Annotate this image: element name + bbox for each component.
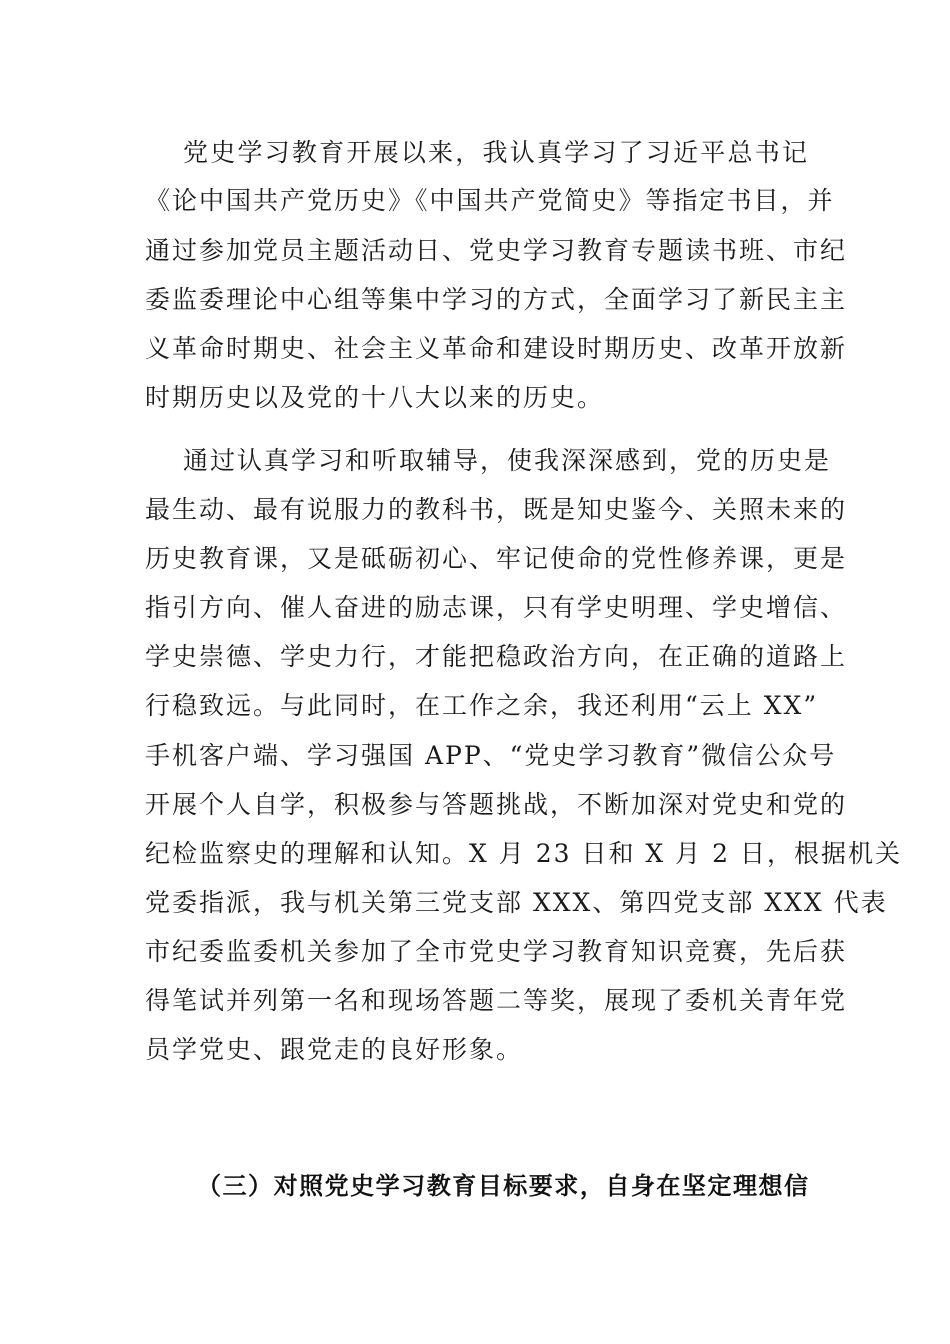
- paragraph-2-line-9: 纪检监察史的理解和认知。X 月 23 日和 X 月 2 日，根据机关: [145, 839, 902, 868]
- paragraph-1-line-4: 委监委理论中心组等集中学习的方式，全面学习了新民主主: [145, 285, 848, 314]
- paragraph-2-line-13: 员学党史、跟党走的良好形象。: [145, 1035, 524, 1064]
- paragraph-2-line-3: 历史教育课，又是砥砺初心、牢记使命的党性修养课，更是: [145, 544, 848, 573]
- paragraph-2-line-2: 最生动、最有说服力的教科书，既是知史鉴今、关照未来的: [145, 495, 848, 524]
- paragraph-1-line-2: 《论中国共产党历史》《中国共产党简史》等指定书目，并: [145, 186, 835, 215]
- paragraph-2-line-1: 通过认真学习和听取辅导，使我深深感到，党的历史是: [183, 446, 832, 475]
- paragraph-1-line-6: 时期历史以及党的十八大以来的历史。: [145, 383, 605, 412]
- paragraph-2-line-4: 指引方向、催人奋进的励志课，只有学史明理、学史增信、: [145, 593, 848, 622]
- paragraph-2-line-10: 党委指派，我与机关第三党支部 XXX、第四党支部 XXX 代表: [145, 888, 888, 917]
- paragraph-1-line-3: 通过参加党员主题活动日、党史学习教育专题读书班、市纪: [145, 236, 848, 265]
- paragraph-2-line-8: 开展个人自学，积极参与答题挑战，不断加深对党史和党的: [145, 790, 848, 819]
- paragraph-2-line-6: 行稳致远。与此同时，在工作之余，我还利用“云上 XX”: [145, 691, 819, 720]
- paragraph-2-line-5: 学史崇德、学史力行，才能把稳政治方向，在正确的道路上: [145, 642, 848, 671]
- paragraph-1-line-5: 义革命时期史、社会主义革命和建设时期历史、改革开放新: [145, 334, 848, 363]
- paragraph-1-line-1: 党史学习教育开展以来，我认真学习了习近平总书记: [183, 138, 809, 167]
- paragraph-2-line-7: 手机客户端、学习强国 APP、“党史学习教育”微信公众号: [145, 741, 837, 770]
- section-heading-3: （三）对照党史学习教育目标要求，自身在坚定理想信: [197, 1172, 809, 1200]
- paragraph-2-line-11: 市纪委监委机关参加了全市党史学习教育知识竞赛，先后获: [145, 937, 848, 966]
- paragraph-2-line-12: 得笔试并列第一名和现场答题二等奖，展现了委机关青年党: [145, 986, 848, 1015]
